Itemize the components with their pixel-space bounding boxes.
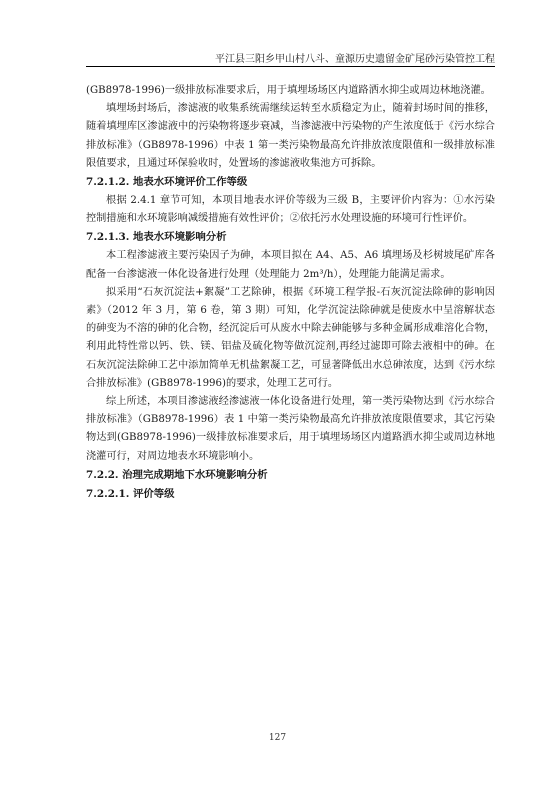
document-body (86, 82, 495, 504)
section-heading-7-2-2-1: 7.2.2.1. 评价等级 (86, 487, 175, 500)
section-heading-7-2-1-3: 7.2.1.3. 地表水环境影响分析 (86, 231, 227, 244)
section-heading-7-2-2: 7.2.2. 治理完成期地下水环境影响分析 (86, 468, 268, 481)
paragraph-leachate-collection: 填埋场封场后，渗滤液的收集系统需继续运转至水质稳定为止，随着封场时间的推移，随着填埋库区渗滤液中的污染物将逐步衰减，当渗滤液中污染物的产生浓度低于《污水综合排放标准》（GB8978-1996）中表 1 第一类污染物最高允许排放浓度限值和一级排放标准限值要求，且通过环保验收时，处置场的渗滤液收集池方可拆除。 (86, 103, 495, 169)
paragraph-treatment-capacity: 本工程渗滤液主要污染因子为砷，本项目拟在 A4、A5、A6 填埋场及杉树坡尾矿库各配备一台渗滤液一体化设备进行处理（处理能力 2m³/h），处理能力能满足需求。 (86, 250, 495, 280)
running-header: 平江县三阳乡甲山村八斗、童源历史遗留金矿尾砂污染管控工程 (215, 54, 495, 65)
paragraph-arsenic-removal: 拟采用“石灰沉淀法+絮凝”工艺除砷，根据《环境工程学报-石灰沉淀法除砷的影响因素》（2012 年 3 月，第 6 卷，第 3 期）可知，化学沉淀法除砷就是使废水中呈溶解状态的砷变为不溶的砷的化合物，经沉淀后可从废水中除去砷能够与多种金属形成难溶化合物，利用此特性常以钙、铁、镁、铝盐及硫化物等做沉淀剂,再经过滤即可除去液相中的砷。在石灰沉淀法除砷工艺中添加简单无机盐絮凝工艺，可显著降低出水总砷浓度，达到《污水综合排放标准》(GB8978-1996)的要求，处理工艺可行。 (86, 286, 495, 389)
header-divider (86, 66, 495, 67)
section-heading-7-2-1-2: 7.2.1.2. 地表水环境评价工作等级 (86, 176, 248, 189)
page-number: 127 (268, 733, 287, 743)
paragraph-conclusion: 综上所述，本项目渗滤液经渗滤液一体化设备进行处理，第一类污染物达到《污水综合排放标准》（GB8978-1996）表 1 中第一类污染物最高允许排放浓度限值要求，其它污染物达到(GB8978-1996)一级排放标准要求后，用于填埋场场区内道路洒水抑尘或周边林地浇灌可行，对周边地表水环境影响小。 (86, 396, 495, 462)
paragraph-continuation: (GB8978-1996)一级排放标准要求后，用于填埋场场区内道路洒水抑尘或周边林地浇灌。 (86, 85, 491, 96)
paragraph-evaluation-level: 根据 2.4.1 章节可知，本项目地表水评价等级为三级 B，主要评价内容为：①水污染控制措施和水环境影响减缓措施有效性评价；②依托污水处理设施的环境可行性评价。 (86, 195, 495, 225)
